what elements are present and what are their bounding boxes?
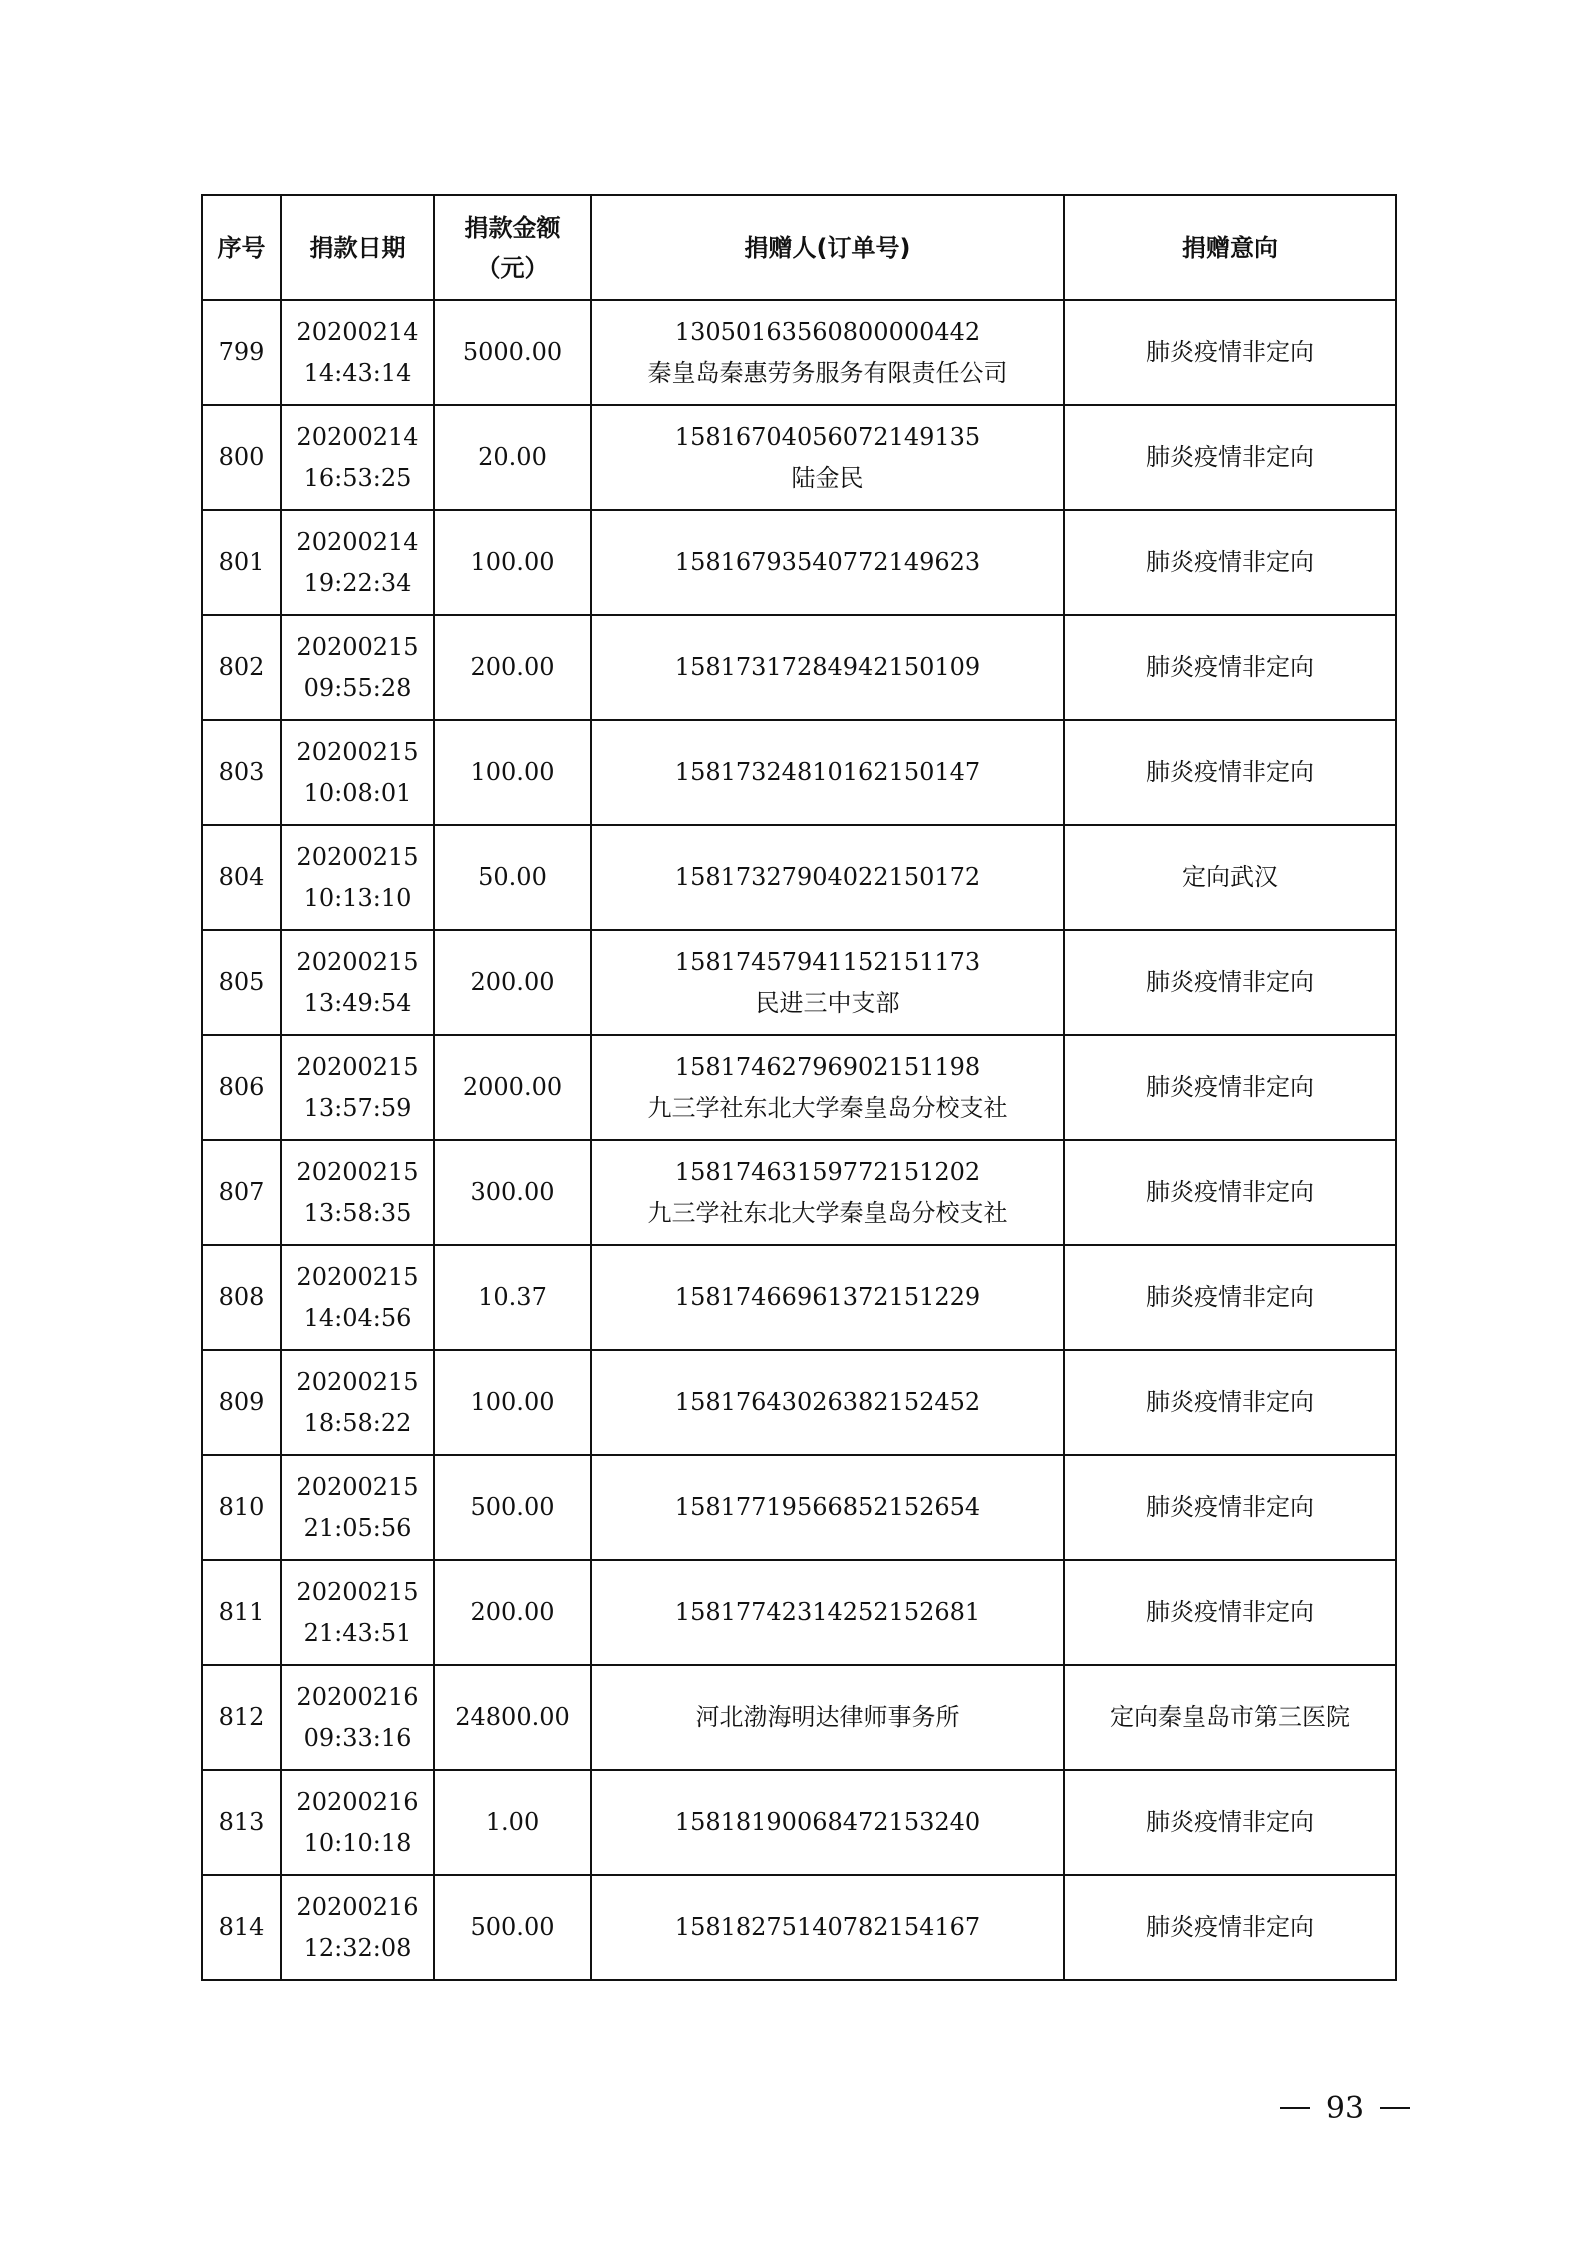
header-index: 序号 xyxy=(202,195,281,300)
table-row xyxy=(202,1770,1396,1875)
cell-amount: 200.00 xyxy=(434,930,591,1035)
cell-intent: 肺炎疫情非定向 xyxy=(1064,510,1396,615)
cell-date xyxy=(281,825,434,930)
cell-date-time: 10:10:18 xyxy=(303,1828,412,1857)
cell-date-day: 20200215 xyxy=(296,1052,419,1081)
footer-dash-right xyxy=(1380,2107,1410,2109)
table-row xyxy=(202,1140,1396,1245)
header-amount xyxy=(434,195,591,300)
cell-donor-line1: 15817327904022150172 xyxy=(674,863,981,891)
cell-donor xyxy=(591,1665,1064,1770)
cell-amount: 300.00 xyxy=(434,1140,591,1245)
cell-date-day: 20200214 xyxy=(296,422,419,451)
cell-amount: 200.00 xyxy=(434,615,591,720)
cell-amount: 100.00 xyxy=(434,720,591,825)
table-row xyxy=(202,1035,1396,1140)
cell-amount: 100.00 xyxy=(434,1350,591,1455)
cell-intent: 肺炎疫情非定向 xyxy=(1064,1455,1396,1560)
cell-amount: 100.00 xyxy=(434,510,591,615)
cell-date-day: 20200216 xyxy=(296,1892,419,1921)
cell-donor xyxy=(591,615,1064,720)
cell-amount: 500.00 xyxy=(434,1455,591,1560)
cell-intent: 肺炎疫情非定向 xyxy=(1064,1560,1396,1665)
cell-index: 807 xyxy=(202,1140,281,1245)
header-donor: 捐赠人(订单号) xyxy=(591,195,1064,300)
cell-date xyxy=(281,1035,434,1140)
cell-date-time: 09:33:16 xyxy=(303,1723,412,1752)
cell-donor xyxy=(591,1350,1064,1455)
cell-intent: 肺炎疫情非定向 xyxy=(1064,720,1396,825)
cell-amount: 200.00 xyxy=(434,1560,591,1665)
cell-amount: 50.00 xyxy=(434,825,591,930)
cell-date-day: 20200215 xyxy=(296,1157,419,1186)
cell-intent: 肺炎疫情非定向 xyxy=(1064,1140,1396,1245)
cell-date-day: 20200216 xyxy=(296,1787,419,1816)
cell-donor xyxy=(591,1245,1064,1350)
cell-index: 812 xyxy=(202,1665,281,1770)
cell-date-day: 20200216 xyxy=(296,1682,419,1711)
cell-date xyxy=(281,930,434,1035)
cell-donor-line1: 15817317284942150109 xyxy=(674,653,981,681)
cell-index: 810 xyxy=(202,1455,281,1560)
cell-amount: 5000.00 xyxy=(434,300,591,405)
page-number: 93 xyxy=(1325,2090,1365,2126)
table-row xyxy=(202,405,1396,510)
cell-donor xyxy=(591,405,1064,510)
cell-date-time: 13:49:54 xyxy=(303,988,412,1017)
donation-table xyxy=(201,194,1397,1981)
cell-donor xyxy=(591,930,1064,1035)
cell-date-day: 20200215 xyxy=(296,632,419,661)
cell-date-day: 20200215 xyxy=(296,1262,419,1291)
cell-index: 801 xyxy=(202,510,281,615)
cell-donor-line1: 13050163560800000442 xyxy=(674,317,981,346)
table-row xyxy=(202,1455,1396,1560)
cell-date-time: 21:05:56 xyxy=(303,1513,412,1542)
cell-date-time: 10:08:01 xyxy=(303,778,412,807)
cell-amount: 2000.00 xyxy=(434,1035,591,1140)
cell-index: 806 xyxy=(202,1035,281,1140)
header-amount-line1: 捐款金额 xyxy=(464,213,561,242)
cell-date xyxy=(281,300,434,405)
cell-date xyxy=(281,1560,434,1665)
cell-index: 800 xyxy=(202,405,281,510)
cell-index: 814 xyxy=(202,1875,281,1980)
table-row xyxy=(202,615,1396,720)
header-amount-line2: （元） xyxy=(476,253,549,282)
cell-intent: 肺炎疫情非定向 xyxy=(1064,930,1396,1035)
cell-donor-line1: 15817643026382152452 xyxy=(674,1388,981,1416)
cell-date-day: 20200215 xyxy=(296,947,419,976)
cell-index: 809 xyxy=(202,1350,281,1455)
cell-date-time: 14:43:14 xyxy=(303,358,412,387)
cell-intent: 肺炎疫情非定向 xyxy=(1064,1350,1396,1455)
cell-donor-line2: 秦皇岛秦惠劳务服务有限责任公司 xyxy=(647,358,1008,387)
cell-amount: 1.00 xyxy=(434,1770,591,1875)
cell-index: 799 xyxy=(202,300,281,405)
cell-date xyxy=(281,615,434,720)
cell-intent: 肺炎疫情非定向 xyxy=(1064,1770,1396,1875)
cell-intent: 肺炎疫情非定向 xyxy=(1064,405,1396,510)
cell-date-time: 10:13:10 xyxy=(303,883,412,912)
cell-amount: 10.37 xyxy=(434,1245,591,1350)
cell-intent: 定向秦皇岛市第三医院 xyxy=(1064,1665,1396,1770)
cell-date-time: 16:53:25 xyxy=(303,463,412,492)
cell-date xyxy=(281,1665,434,1770)
cell-donor-line1: 15817457941152151173 xyxy=(674,947,981,976)
cell-donor-line1: 15817719566852152654 xyxy=(674,1493,981,1521)
cell-date-time: 21:43:51 xyxy=(303,1618,412,1647)
table-body xyxy=(202,300,1396,1980)
cell-intent: 肺炎疫情非定向 xyxy=(1064,300,1396,405)
cell-donor-line1: 河北渤海明达律师事务所 xyxy=(695,1703,960,1731)
cell-date-time: 09:55:28 xyxy=(303,673,412,702)
cell-donor-line1: 15817466961372151229 xyxy=(674,1283,981,1311)
table-row xyxy=(202,300,1396,405)
cell-date-day: 20200215 xyxy=(296,1577,419,1606)
cell-donor-line1: 15817463159772151202 xyxy=(674,1157,981,1186)
cell-donor xyxy=(591,1455,1064,1560)
cell-amount: 24800.00 xyxy=(434,1665,591,1770)
table-row xyxy=(202,825,1396,930)
cell-date-day: 20200215 xyxy=(296,737,419,766)
cell-date-time: 13:57:59 xyxy=(303,1093,412,1122)
header-intent: 捐赠意向 xyxy=(1064,195,1396,300)
cell-date xyxy=(281,720,434,825)
cell-amount: 500.00 xyxy=(434,1875,591,1980)
cell-date-time: 18:58:22 xyxy=(303,1408,412,1437)
cell-index: 805 xyxy=(202,930,281,1035)
cell-donor-line2: 陆金民 xyxy=(791,463,864,492)
cell-date-time: 19:22:34 xyxy=(303,568,412,597)
cell-donor-line2: 民进三中支部 xyxy=(755,988,900,1017)
footer-dash-left xyxy=(1280,2107,1310,2109)
cell-date-time: 13:58:35 xyxy=(303,1198,412,1227)
cell-donor-line1: 15818190068472153240 xyxy=(674,1808,981,1836)
cell-date xyxy=(281,1140,434,1245)
cell-donor-line2: 九三学社东北大学秦皇岛分校支社 xyxy=(647,1198,1008,1227)
cell-date-day: 20200215 xyxy=(296,1367,419,1396)
cell-donor-line1: 15816793540772149623 xyxy=(674,548,981,576)
cell-intent: 肺炎疫情非定向 xyxy=(1064,615,1396,720)
table-row xyxy=(202,510,1396,615)
cell-donor xyxy=(591,1035,1064,1140)
cell-date xyxy=(281,1455,434,1560)
cell-index: 804 xyxy=(202,825,281,930)
cell-date xyxy=(281,1770,434,1875)
cell-donor-line1: 15817324810162150147 xyxy=(674,758,981,786)
cell-date-day: 20200215 xyxy=(296,842,419,871)
cell-date-day: 20200214 xyxy=(296,317,419,346)
cell-donor xyxy=(591,1560,1064,1665)
cell-date xyxy=(281,510,434,615)
cell-donor xyxy=(591,1140,1064,1245)
cell-date xyxy=(281,405,434,510)
table-row xyxy=(202,1350,1396,1455)
table-row xyxy=(202,720,1396,825)
cell-index: 802 xyxy=(202,615,281,720)
cell-donor-line1: 15818275140782154167 xyxy=(674,1913,981,1941)
table-row xyxy=(202,930,1396,1035)
cell-donor xyxy=(591,1875,1064,1980)
cell-date-time: 14:04:56 xyxy=(303,1303,412,1332)
table-row xyxy=(202,1560,1396,1665)
cell-donor xyxy=(591,510,1064,615)
cell-donor xyxy=(591,300,1064,405)
cell-date xyxy=(281,1245,434,1350)
cell-donor xyxy=(591,720,1064,825)
cell-donor xyxy=(591,825,1064,930)
cell-donor-line1: 15817462796902151198 xyxy=(674,1052,981,1081)
cell-intent: 肺炎疫情非定向 xyxy=(1064,1875,1396,1980)
cell-date xyxy=(281,1350,434,1455)
cell-index: 813 xyxy=(202,1770,281,1875)
cell-date-time: 12:32:08 xyxy=(303,1933,412,1962)
table-row xyxy=(202,1875,1396,1980)
cell-donor-line1: 15816704056072149135 xyxy=(674,422,981,451)
cell-donor-line1: 15817742314252152681 xyxy=(674,1598,981,1626)
table-row xyxy=(202,1665,1396,1770)
table-row xyxy=(202,1245,1396,1350)
cell-index: 803 xyxy=(202,720,281,825)
cell-date xyxy=(281,1875,434,1980)
cell-intent: 定向武汉 xyxy=(1064,825,1396,930)
cell-donor xyxy=(591,1770,1064,1875)
cell-date-day: 20200214 xyxy=(296,527,419,556)
cell-donor-line2: 九三学社东北大学秦皇岛分校支社 xyxy=(647,1093,1008,1122)
cell-amount: 20.00 xyxy=(434,405,591,510)
cell-intent: 肺炎疫情非定向 xyxy=(1064,1245,1396,1350)
page-footer xyxy=(1280,2088,1410,2128)
table-header-row xyxy=(202,195,1396,300)
cell-index: 808 xyxy=(202,1245,281,1350)
cell-date-day: 20200215 xyxy=(296,1472,419,1501)
cell-intent: 肺炎疫情非定向 xyxy=(1064,1035,1396,1140)
header-date: 捐款日期 xyxy=(281,195,434,300)
cell-index: 811 xyxy=(202,1560,281,1665)
